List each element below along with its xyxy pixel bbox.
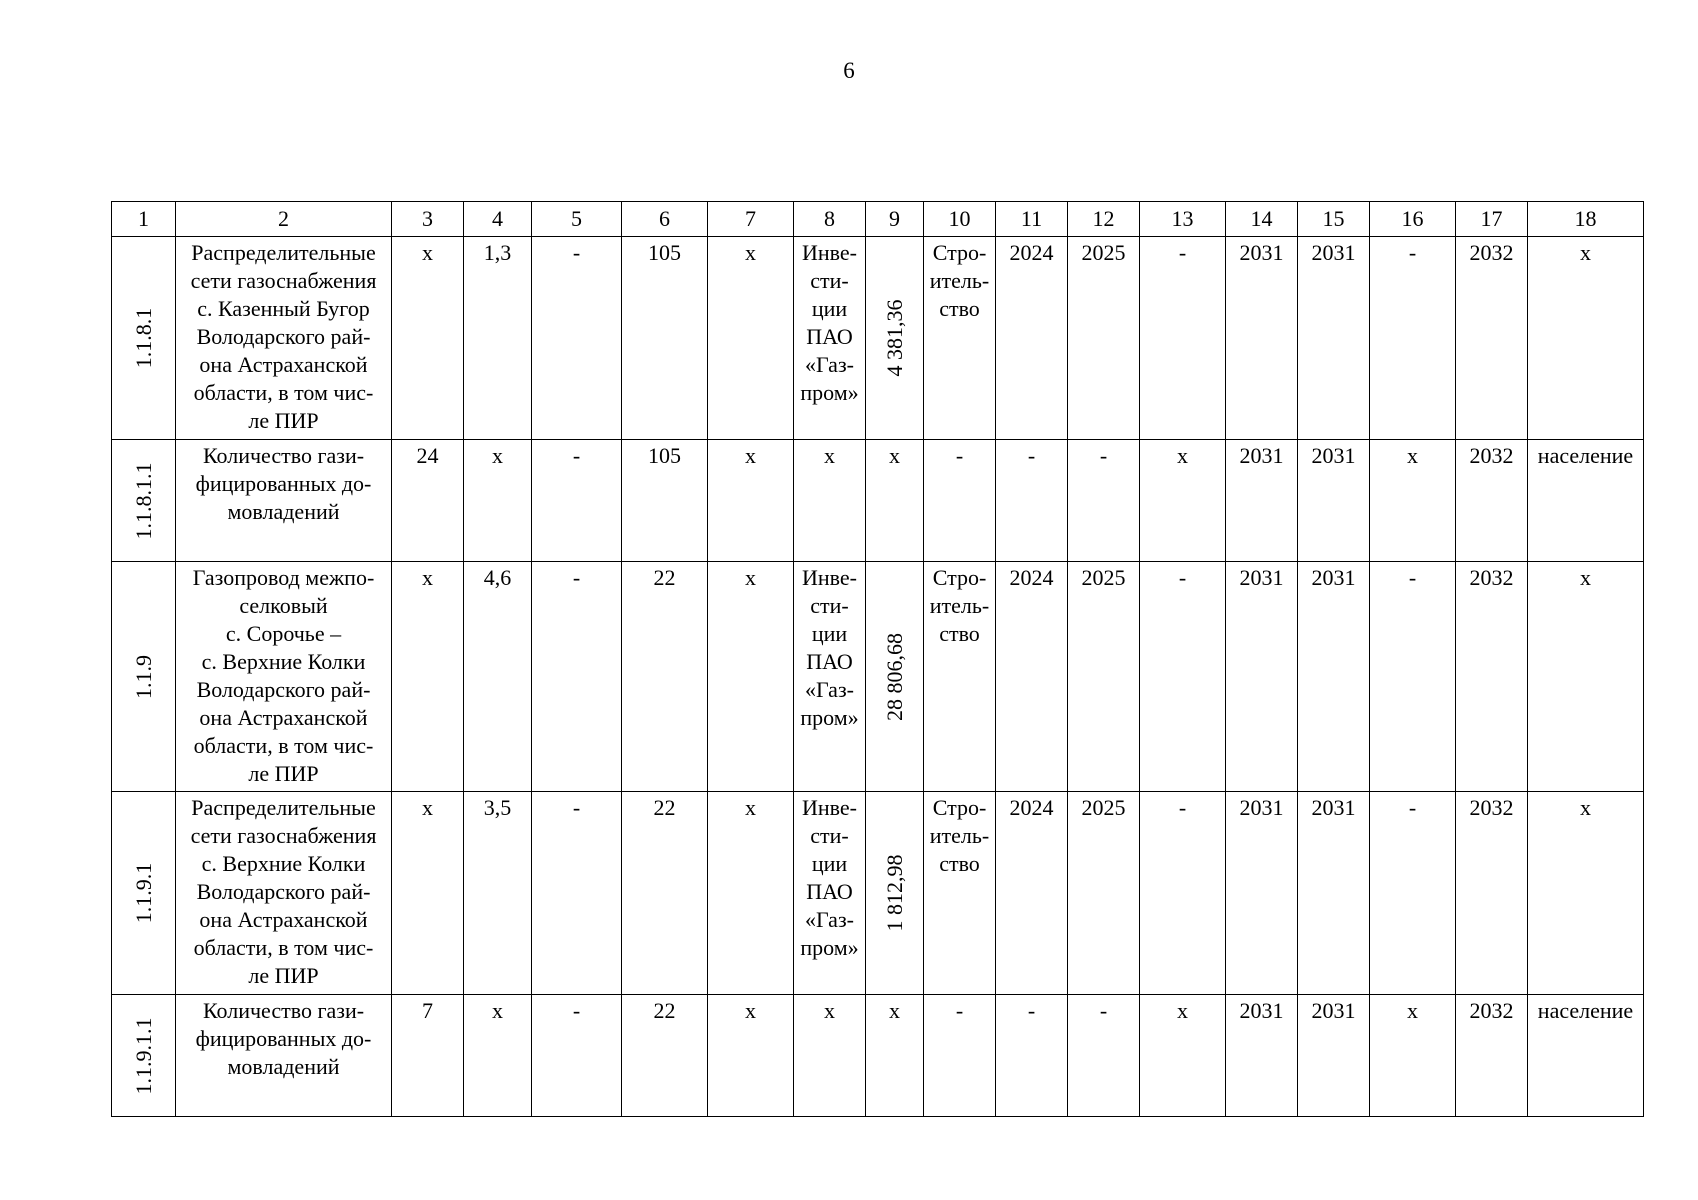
cell-col3: х [392,562,464,792]
cell-col14: 2031 [1226,995,1298,1117]
cell-col7: х [708,995,794,1117]
cell-col6: 22 [622,995,708,1117]
header-cell: 10 [924,202,996,237]
cell-col17: 2032 [1456,237,1528,440]
header-cell: 7 [708,202,794,237]
header-cell: 1 [112,202,176,237]
cell-col5: - [532,792,622,995]
cell-col16: - [1370,237,1456,440]
cell-col11: 2024 [996,562,1068,792]
cell-col17: 2032 [1456,995,1528,1117]
header-cell: 5 [532,202,622,237]
cell-col4: 4,6 [464,562,532,792]
cell-col16: х [1370,440,1456,562]
row-id-cell [112,562,176,792]
header-cell: 11 [996,202,1068,237]
investment-amount: 1 812,98 [881,854,907,932]
cell-col18: х [1528,792,1644,995]
cell-col12: 2025 [1068,562,1140,792]
investment-table [111,201,1644,1117]
cell-col10: - [924,440,996,562]
header-cell: 9 [866,202,924,237]
cell-col12: - [1068,995,1140,1117]
cell-col10: - [924,995,996,1117]
row-id: 1.1.8.1.1 [130,462,156,539]
table-row [112,237,1644,440]
row-id: 1.1.9 [130,654,156,699]
item-name: Распределительные сети газоснабжения с. Верхние Колки Володарского рай- она Астраханской области, в том чис- ле ПИР [176,792,392,995]
cell-col3: 7 [392,995,464,1117]
header-cell: 17 [1456,202,1528,237]
cell-col6: 105 [622,440,708,562]
cell-col3: х [392,792,464,995]
cell-col14: 2031 [1226,237,1298,440]
cell-col7: х [708,562,794,792]
cell-col6: 22 [622,562,708,792]
cell-col16: - [1370,792,1456,995]
cell-col18: население [1528,440,1644,562]
cell-col15: 2031 [1298,440,1370,562]
cell-col9: х [866,440,924,562]
cell-col17: 2032 [1456,792,1528,995]
header-cell: 15 [1298,202,1370,237]
cell-col11: - [996,995,1068,1117]
cell-col13: - [1140,562,1226,792]
header-cell: 14 [1226,202,1298,237]
row-id-cell [112,237,176,440]
cell-col17: 2032 [1456,562,1528,792]
row-id: 1.1.9.1 [130,862,156,924]
item-name: Газопровод межпо- селковый с. Сорочье – с. Верхние Колки Володарского рай- она Астраханской области, в том чис- ле ПИР [176,562,392,792]
cell-col10: Стро- итель- ство [924,792,996,995]
cell-col6: 105 [622,237,708,440]
investment-amount: 4 381,36 [881,299,907,377]
table-row [112,440,1644,562]
cell-col7: х [708,792,794,995]
item-name: Количество гази- фицированных до- мовладений [176,440,392,562]
cell-col10: Стро- итель- ство [924,237,996,440]
cell-col8: Инве- сти- ции ПАО «Газ- пром» [794,237,866,440]
table-row [112,995,1644,1117]
cell-col9 [866,237,924,440]
cell-col4: х [464,440,532,562]
cell-col13: - [1140,792,1226,995]
header-cell: 6 [622,202,708,237]
cell-col12: 2025 [1068,237,1140,440]
cell-col6: 22 [622,792,708,995]
cell-col11: - [996,440,1068,562]
cell-col16: х [1370,995,1456,1117]
cell-col13: х [1140,995,1226,1117]
cell-col9 [866,562,924,792]
cell-col15: 2031 [1298,792,1370,995]
cell-col10: Стро- итель- ство [924,562,996,792]
cell-col11: 2024 [996,237,1068,440]
cell-col15: 2031 [1298,562,1370,792]
row-id-cell [112,440,176,562]
header-cell: 12 [1068,202,1140,237]
investment-amount: 28 806,68 [881,632,907,721]
cell-col8: Инве- сти- ции ПАО «Газ- пром» [794,792,866,995]
cell-col5: - [532,440,622,562]
row-id: 1.1.8.1 [130,307,156,369]
cell-col18: х [1528,237,1644,440]
cell-col18: население [1528,995,1644,1117]
cell-col7: х [708,237,794,440]
header-cell: 3 [392,202,464,237]
cell-col14: 2031 [1226,792,1298,995]
cell-col8: х [794,440,866,562]
cell-col4: 3,5 [464,792,532,995]
row-id: 1.1.9.1.1 [130,1017,156,1094]
row-id-cell [112,995,176,1117]
cell-col4: 1,3 [464,237,532,440]
cell-col13: х [1140,440,1226,562]
cell-col15: 2031 [1298,995,1370,1117]
header-cell: 8 [794,202,866,237]
cell-col3: х [392,237,464,440]
cell-col4: х [464,995,532,1117]
cell-col9 [866,792,924,995]
cell-col12: - [1068,440,1140,562]
header-cell: 16 [1370,202,1456,237]
header-cell: 4 [464,202,532,237]
cell-col3: 24 [392,440,464,562]
cell-col5: - [532,562,622,792]
cell-col15: 2031 [1298,237,1370,440]
cell-col14: 2031 [1226,562,1298,792]
cell-col9: х [866,995,924,1117]
cell-col12: 2025 [1068,792,1140,995]
row-id-cell [112,792,176,995]
cell-col5: - [532,995,622,1117]
cell-col8: х [794,995,866,1117]
cell-col16: - [1370,562,1456,792]
cell-col5: - [532,237,622,440]
header-cell: 2 [176,202,392,237]
cell-col13: - [1140,237,1226,440]
header-cell: 18 [1528,202,1644,237]
cell-col7: х [708,440,794,562]
item-name: Количество гази- фицированных до- мовладений [176,995,392,1117]
item-name: Распределительные сети газоснабжения с. Казенный Бугор Володарского рай- она Астраханской области, в том чис- ле ПИР [176,237,392,440]
cell-col8: Инве- сти- ции ПАО «Газ- пром» [794,562,866,792]
cell-col18: х [1528,562,1644,792]
cell-col17: 2032 [1456,440,1528,562]
table-row [112,562,1644,792]
header-row [112,202,1644,237]
cell-col11: 2024 [996,792,1068,995]
header-cell: 13 [1140,202,1226,237]
cell-col14: 2031 [1226,440,1298,562]
page-number: 6 [843,58,855,83]
table-row [112,792,1644,995]
